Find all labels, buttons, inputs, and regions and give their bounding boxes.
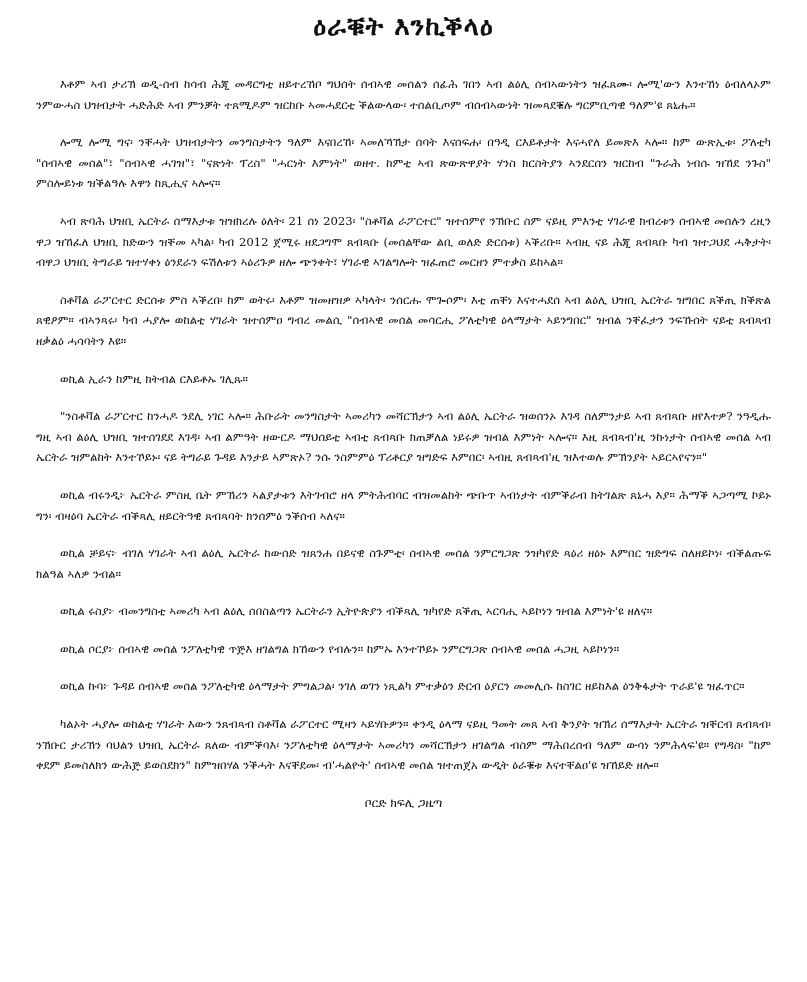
paragraph: ወኪል ኩባ፦ ጉዳይ ሰብኣዊ መሰል ንፖለቲካዊ ዕላማታት ምግልጋል፡ ንገለ ወገን ነጺልካ ምተቃዕን ድርብ ዕያርን መመሊሱ ከስገር ዘይከእል ዕንቅፋታት ጥራይ'ዩ ዝፈጥር። [60, 679, 745, 694]
paragraph: ኣብ ጽባሕ ህዝቢ ኤርትራ ሰማእታቱ ዝዝክረሉ ዕለት፡ 21 ሰነ 2023፡ "ስቶቫል ራፖርተር" ዝተሰምየ ንኽቡር ስም ናይዚ ምእንቲ ሃገራዊ ክብረቱን ሰብኣዊ መሰሉን ረዚን ዋጋ ዝኸፈለ ህዝቢ ክድውን ዝቐመ ኣካል፡ ካብ 2012 ጀሚሩ ዘደጋግሞ ጸብጻቡ (መሰልቸው ልቢ ወለድ ድርሰቱ) ኣቕሪቡ። ኣብዚ ናይ ሕጂ ጸብጻቡ ካብ ዝተጋህደ ሓቅታት፡ ብዋጋ ህዝቢ ትግራይ ዝተሃቀነ ዕንደራን ፍሽለቱን ኣዕሪጉዎ ዘሎ ጭንቀት፣ ሃገራዊ ኣገልግሎት ዝፈጠሮ መርዘን ምተቃስ ይከኣል። [36, 213, 771, 270]
paragraph: ወኪል ቻይና፦ ብገለ ሃገራት ኣብ ልዕሊ ኤርትራ ከውሰድ ዝጸንሐ በይናዊ ስጉምቲ፡ ሰብኣዊ መሰል ንምርግጋጽ ንዝካየድ ጻዕሪ ዘዕኑ እምበር ዝድግፍ ስለዘይኮነ፡ ብቕልጡፍ ክልዓል ኣለዎ ንብል። [36, 546, 771, 581]
paragraph: ወኪል ሩስያ፦ ብመንግስቲ ኣመሪካ ኣብ ልዕሊ ሰበስልጣን ኤርትራን ኢትዮጵያን ብቕጻሊ ዝካየድ ጸቕጢ ኣርባሒ ኣይኮነን ዝብል እምነት'ዩ ዘለና። [60, 604, 653, 619]
paragraph: ወኪል ሶርያ፦ ሰብኣዊ መሰል ንፖለቲካዊ ጥጅእ ዘገልግል ክኸውን የብሉን። ከምኡ እንተኾይኑ ንምርግጋጽ ሰብኣዊ መሰል ሓጋዚ ኣይኮነን። [60, 641, 620, 656]
paragraph: ወኪል ኢራን ከምዚ ክትብል ርእይቶኡ ገሊጹ። [60, 371, 248, 386]
paragraph: ስቶቫል ራፖርተር ድርሰቱ ምስ ኣቕረበ፡ ከም ወትሩ፡ እቶም ዝመዘዝዎ ኣካላት፡ ንሰርሑ ሞጐሶም፡ እቲ ጠቐነ እናተሓደሰ ኣብ ልዕሊ ህዝቢ ኤርትራ ዝግበር ጸቕጢ ክቕጽል ጸዊዖም። ብኣንጻሩ፡ ካብ ሓያሎ ወከልቲ ሃገራት ዝተሰምዐ ግብረ መልሲ "ሰብኣዊ መሰል መሳርሒ ፖለቲካዊ ዕላማታት ኣይንግበር" ዝብል ንቐፈታን ንፍኹሰት ናይቲ ጸብጻብ ዘቃልዕ ሓሳባትን እዩ። [36, 292, 771, 348]
paragraph: እቶም ኣብ ታሪኽ ወዲ-ሰብ ከሳብ ሕጂ መዳርግቲ ዘይተረኸቦ ግህሰት ሰብኣዊ መሰልን ሰፊሕ ገበን ኣብ ልዕሊ ሰብኣውነትን ዝፈጸሙ፡ ሎሚ'ውን እንተኸነ ዕብለላኦም ንምውሓስ ህዝብታት ሓድሕድ ኣብ ምንቓት ተጸሚዶም ዝርከቡ ኣመሓደርቲ ቕልውላው፡ ተሰልቢጦም ብሰብኣውነት ዝመጻደቑሉ ግርምቢጣዊ ዓለም'ዩ ጸኒሑ። [36, 77, 771, 112]
paragraph: ካልኦት ሓያሎ ወከልቲ ሃገራት እውን ንጸብጻብ ስቶቫል ራፖርተር ሚዛን ኣይሃቡዎን። ቀንዲ ዕላማ ናይዚ ዓመት መጸ ኣብ ቅንያት ዝኽሪ ሰማእታት ኤርትራ ዝቐርብ ጸብጻብ፡ ንኽቡር ታሪኽን ባህልን ህዝቢ ኤርትራ ጸለው ብምቕባእ፡ ንፖለቲካዊ ዕላማታት ኣመሪካን መሻርኽታን ዘገልግል ብስም ማሕበረሰብ ዓለም ውሳነ ንምሕላፍ'ዩ። የግዳስ፡ "ከም ቀደም ይመስለክን ውሕጅ ይወስደክን" ከምዝበሃል ንቕሓት እናቐደመ፡ ብ'ሓልዮት' ሰብኣዊ መሰል ዝተጠጀአ ውዲት ዕራቑቱ እናተቐልዐ'ዩ ዝኸይድ ዘሎ። [36, 717, 771, 773]
paragraph: ሎሚ ሎሚ ግና፡ ንቐሓት ህዝብታትን መንግስታትን ዓለም እናበረኸ፡ ኣመለኻኽታ ሰባት እናሰፍሐ፡ በዓዲ ርእይቶታት እናሓየለ ይመጽእ ኣሎ። ከም ውጽኢቱ፡ ፖለቲካ "ሰብኣዊ መሰል"፣ "ሰብኣዊ ሓገዝ"፣ "ናጽነት ፕረስ" "ሓርነት እምነት" ወዘተ. ከምቲ ኣብ ጽውጽዋያት ሃንስ ክርስትያን ኣንደርሰን ዝርከብ "ጉራሕ ነብሱ ዝኸደ ንጉስ" ምስሎይነቱ ዝቕልዓሉ እዋን ከጺሒና ኣሎና። [36, 135, 771, 191]
paragraph: "ንስቶቫል ራፖርተር ከንሓዶ ንደሊ ነገር ኣሎ። ሕቡራት መንግስታት ኣመሪካን መሻርኽታን ኣብ ልዕሊ ኤርትራ ዝወሰንኦ እገዳ ስለምንታይ ኣብ ጸብጻቡ ዘየእተዎ? ንዓዲሑ ግዚ ኣብ ልዕሊ ህዝቢ ዝተሰገደደ እገዳ፡ ኣብ ልምዓት ዘውርዶ ማህሰይቲ ኣብቲ ጸብጻቡ ክጠቓለል ነይሩዎ ዝብል እምነት ኣሎና። እዚ ጸብጻብ'ዚ ንኩነታት ሰብኣዊ መሰል ኣብ ኤርትራ ዝምልከት እንተኾይኑ፡ ናይ ትግራይ ጉዳይ እንታይ ኣምጽኦ? ንሱ ንስምምዕ ፕሪቶርያ ዝግድፍ እምበር፡ ኣብዚ ጸብጻብ'ዚ ዝእተወሉ ምኽንያት ኣይርኣየናን።" [36, 409, 771, 465]
signature: ቦርድ ክፍሊ ጋዜጣ [364, 795, 443, 810]
page-title: ዕራቑት እንኪቕላዕ [313, 12, 494, 42]
paragraph: ወኪል ብሩንዲ፦ ኤርትራ ምስዚ ቤት ምኽሪን ኣልያታቱን እትገብሮ ዘላ ምትሕብባር ብዝመልከት ጭቡጥ ኣብነታት ብምቕራብ ክትገልጽ ጸኒሓ እያ። ሕማቕ ኣጋጣሚ ኮይኑ ግን፡ ብዛዕባ ኤርትራ ብቕጻሊ ዘይርትዓዊ ጸብጻባት ክንሰምዕ ንቕሰብ ኣለና። [36, 487, 771, 523]
article-body [36, 74, 771, 813]
